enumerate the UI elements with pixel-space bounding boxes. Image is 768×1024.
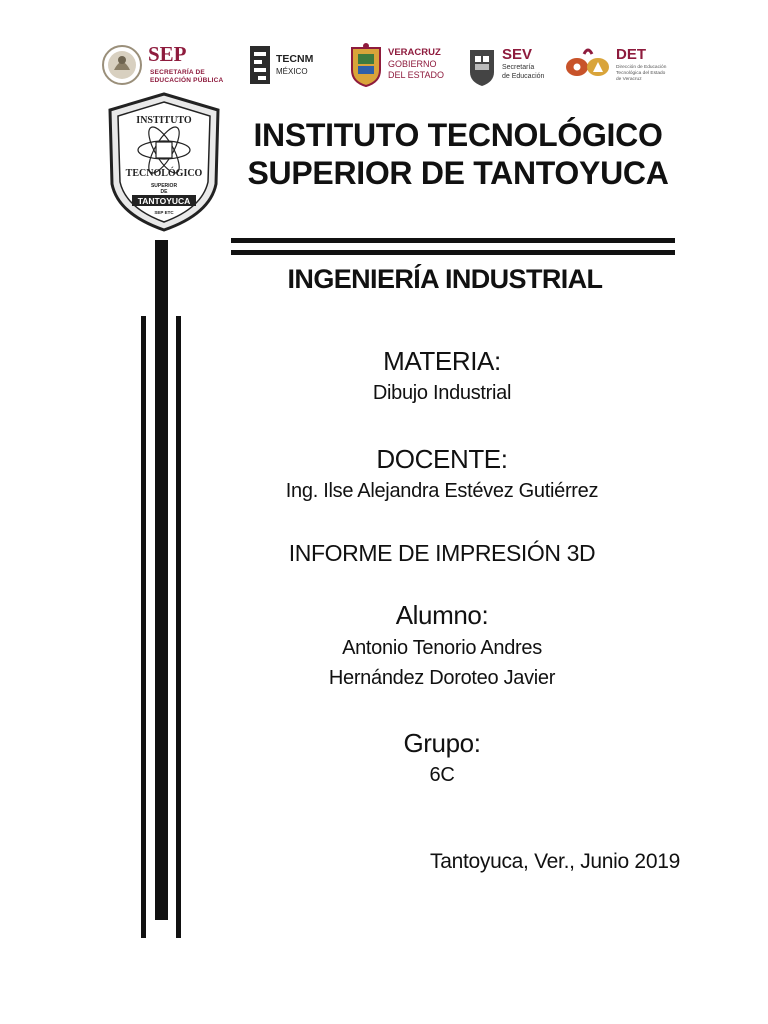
- grupo-value: 6C: [429, 764, 455, 786]
- sev-subtitle-1: Secretaría: [502, 64, 535, 71]
- sev-subtitle-2: de Educación: [502, 73, 545, 80]
- vertical-bar-left: [141, 316, 146, 938]
- tecnm-emblem-icon: [248, 40, 274, 90]
- sep-logo: [100, 40, 240, 90]
- tecnm-title: TECNM: [276, 53, 314, 65]
- sev-logo: [466, 40, 556, 90]
- alumno-label: Alumno:: [395, 600, 489, 630]
- tecnm-logo: [248, 40, 328, 90]
- det-logo: [564, 40, 674, 90]
- det-subtitle-3: de Veracruz: [616, 77, 642, 82]
- shield-top-text: INSTITUTO: [136, 115, 192, 126]
- veracruz-title: VERACRUZ: [388, 47, 441, 58]
- vertical-bar-right: [176, 316, 181, 938]
- bottom-divider-bar: [231, 250, 675, 255]
- tecnm-subtitle: MÉXICO: [276, 67, 308, 76]
- grupo-label: Grupo:: [403, 728, 481, 758]
- det-subtitle-2: Tecnológica del Estado: [616, 71, 666, 76]
- report-title: INFORME DE IMPRESIÓN 3D: [288, 540, 596, 566]
- det-subtitle-1: Dirección de Educación: [616, 65, 667, 70]
- det-title: DET: [616, 46, 646, 63]
- institution-name: [228, 116, 688, 192]
- veracruz-line-3: DEL ESTADO: [388, 70, 445, 80]
- materia-value: Dibujo Industrial: [372, 382, 512, 404]
- sep-subtitle-2: EDUCACIÓN PÚBLICA: [150, 77, 224, 84]
- det-emblem-icon: [564, 40, 614, 90]
- veracruz-line-2: GOBIERNO: [388, 59, 437, 69]
- vertical-bar-main: [155, 240, 168, 920]
- top-divider-bar: [231, 238, 675, 243]
- veracruz-coat-of-arms-icon: [348, 40, 384, 90]
- alumno-name-1: Antonio Tenorio Andres: [342, 637, 542, 659]
- institute-shield-logo: [106, 92, 222, 232]
- sep-subtitle-1: SECRETARÍA DE: [150, 69, 205, 76]
- shield-middle-text: TECNOLÓGICO: [125, 168, 203, 179]
- sev-title: SEV: [502, 46, 533, 63]
- materia-label: MATERIA:: [383, 346, 501, 376]
- shield-sub-text-1: SUPERIOR: [150, 183, 178, 189]
- shield-foot-text: SEP ETC: [154, 210, 174, 215]
- institution-name-line-2: SUPERIOR DE TANTOYUCA: [247, 155, 669, 191]
- docente-value: Ing. Ilse Alejandra Estévez Gutiérrez: [285, 480, 599, 502]
- docente-label: DOCENTE:: [376, 444, 508, 474]
- logo-strip: [100, 40, 670, 90]
- place-date: Tantoyuca, Ver., Junio 2019: [430, 850, 680, 873]
- mexico-eagle-icon: [100, 40, 144, 90]
- sep-title: SEP: [148, 42, 187, 66]
- institution-name-line-1: INSTITUTO TECNOLÓGICO: [253, 117, 663, 153]
- shield-bottom-text: TANTOYUCA: [137, 196, 191, 206]
- career-title: INGENIERÍA INDUSTRIAL: [287, 264, 603, 294]
- sev-emblem-icon: [466, 40, 498, 90]
- shield-sub-text-2: DE: [160, 189, 168, 195]
- alumno-name-2: Hernández Doroteo Javier: [328, 667, 556, 689]
- veracruz-logo: [348, 40, 448, 90]
